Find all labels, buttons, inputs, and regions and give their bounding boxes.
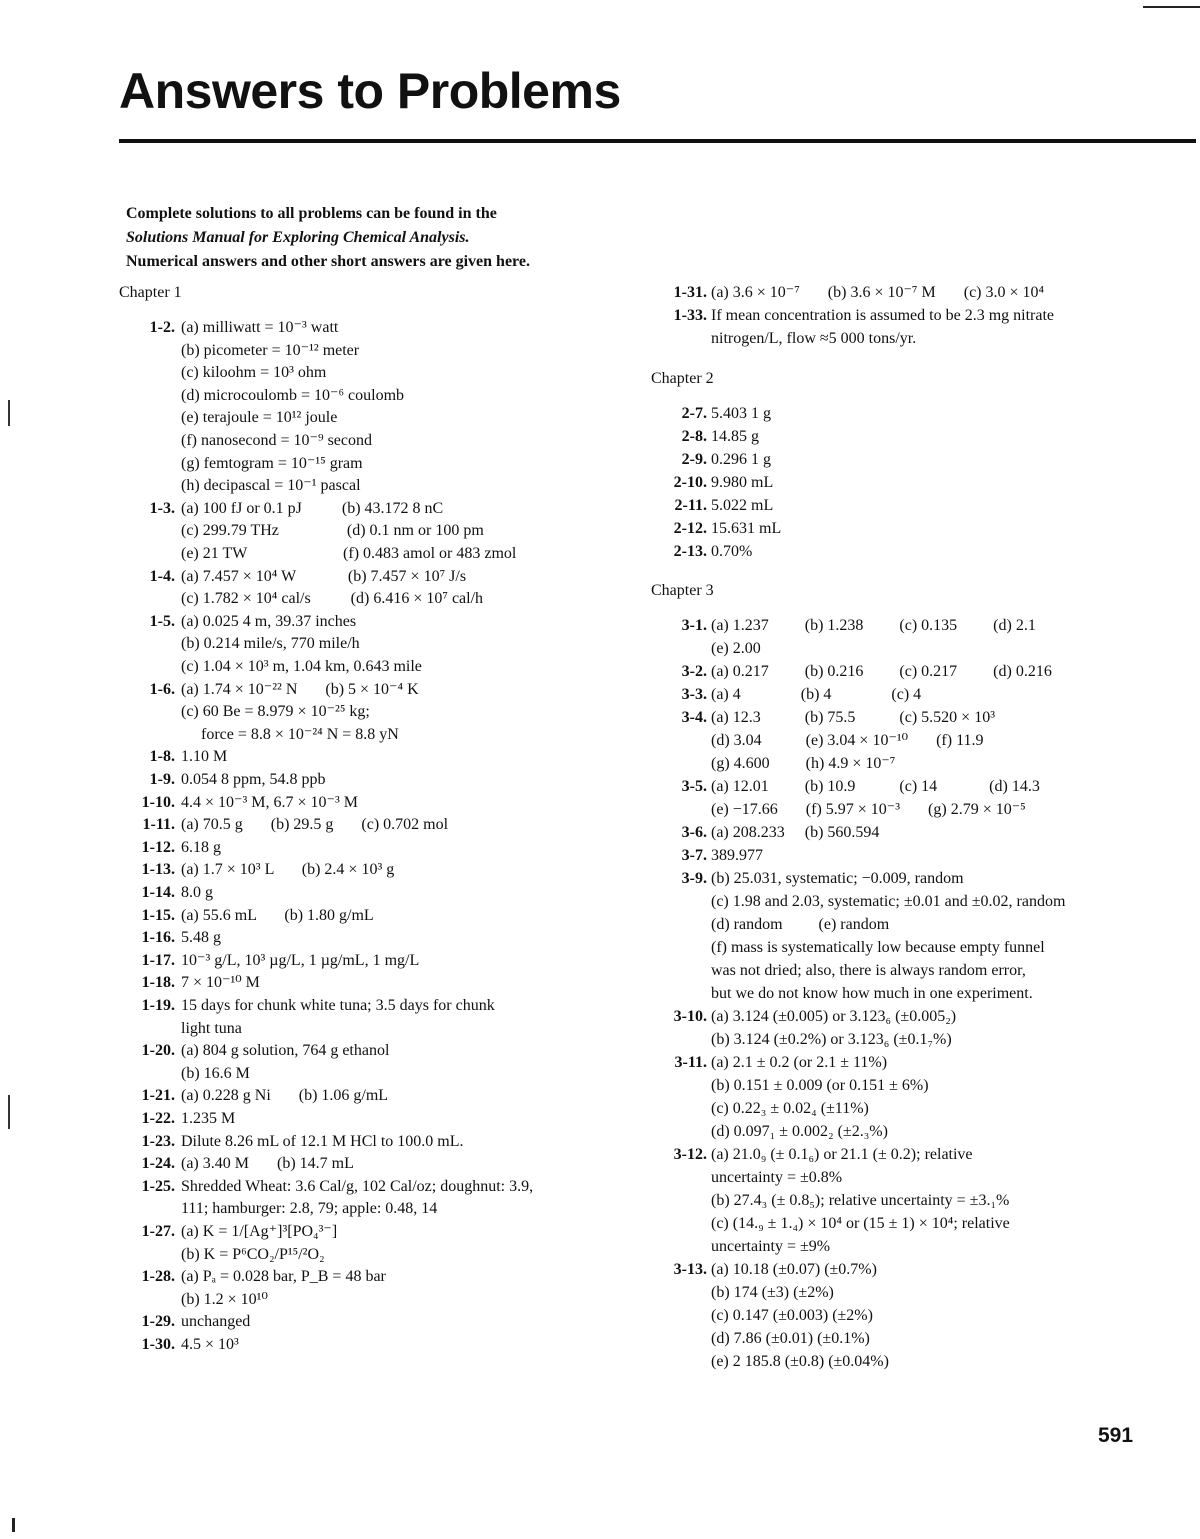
- problem-number: 1-31.: [673, 284, 707, 301]
- problem-number: 1-22.: [141, 1110, 175, 1127]
- answer-text: 5.403 1 g: [711, 405, 771, 422]
- problem-number: 1-33.: [673, 307, 707, 324]
- problem-number: 3-4.: [681, 709, 707, 726]
- answer-text: 10⁻³ g/L, 10³ µg/L, 1 µg/mL, 1 mg/L: [181, 951, 420, 969]
- answer-text: was not dried; also, there is always random error,: [711, 962, 1026, 979]
- answer-text: (a) 100 fJ or 0.1 pJ (b) 43.172 8 nC: [181, 499, 444, 517]
- problem-number: 3-3.: [681, 686, 707, 703]
- answer-text: (c) 60 Be = 8.979 × 10⁻²⁵ kg;: [181, 703, 370, 721]
- problem-number: 2-8.: [681, 428, 707, 445]
- answer-text: nitrogen/L, flow ≈5 000 tons/yr.: [711, 330, 917, 347]
- scan-margin-mark: [8, 1095, 10, 1129]
- problem-number: 3-12.: [673, 1146, 707, 1163]
- answer-text: 1.10 M: [181, 748, 228, 766]
- page-number: 591: [1098, 1424, 1134, 1447]
- answer-text: 4.5 × 10³: [181, 1336, 239, 1353]
- answer-text: 5.022 mL: [711, 497, 774, 514]
- problem-number: 1-23.: [141, 1132, 175, 1150]
- answer-text: (a) K = 1/[Ag⁺]³[PO₄³⁻]: [181, 1223, 338, 1240]
- chapter-1-heading: Chapter 1: [119, 284, 182, 301]
- answer-text: 6.18 g: [181, 838, 221, 856]
- answer-text: (a) 70.5 g (b) 29.5 g (c) 0.702 mol: [181, 816, 449, 834]
- intro-line: Numerical answers and other short answers are given here.: [126, 253, 530, 270]
- answer-text: (a) milliwatt = 10⁻³ watt: [181, 319, 339, 336]
- page-title: Answers to Problems: [119, 63, 621, 119]
- answer-text: (c) (14.₉ ± 1.₄) × 10⁴ or (15 ± 1) × 10⁴; relative: [711, 1215, 1010, 1232]
- answer-text: 4.4 × 10⁻³ M, 6.7 × 10⁻³ M: [181, 793, 358, 811]
- problem-number: 1-9.: [149, 771, 175, 788]
- answer-text: light tuna: [181, 1019, 242, 1037]
- problem-number: 1-28.: [141, 1268, 175, 1286]
- answer-text: (d) random (e) random: [711, 916, 890, 933]
- answer-text: (g) 4.600 (h) 4.9 × 10⁻⁷: [711, 755, 896, 772]
- problem-number: 1-18.: [141, 974, 175, 992]
- answer-text: (b) 0.151 ± 0.009 (or 0.151 ± 6%): [711, 1077, 929, 1094]
- answer-text: (c) 0.147 (±0.003) (±2%): [711, 1307, 873, 1324]
- answer-text: (e) 21 TW (f) 0.483 amol or 483 zmol: [181, 545, 517, 562]
- problem-number: 1-5.: [149, 612, 175, 630]
- chapter-3-heading: Chapter 3: [651, 582, 714, 599]
- problem-number: 3-11.: [674, 1054, 707, 1071]
- answer-text: (c) 1.98 and 2.03, systematic; ±0.01 and ±0.02, random: [711, 893, 1066, 910]
- answer-text: (c) 1.782 × 10⁴ cal/s (d) 6.416 × 10⁷ cal/h: [181, 590, 484, 608]
- problem-number: 3-2.: [681, 663, 707, 680]
- answer-text: (b) 0.214 mile/s, 770 mile/h: [181, 635, 360, 653]
- answer-text: but we do not know how much in one experiment.: [711, 985, 1033, 1002]
- answer-text: Dilute 8.26 mL of 12.1 M HCl to 100.0 mL.: [181, 1132, 464, 1150]
- problem-number: 1-2.: [149, 319, 175, 336]
- answer-text: (a) 4 (b) 4 (c) 4: [711, 686, 922, 703]
- answer-text: (f) mass is systematically low because empty funnel: [711, 939, 1045, 956]
- answer-text: 5.48 g: [181, 929, 221, 947]
- scan-margin-mark: [12, 1518, 15, 1532]
- answer-text: (f) nanosecond = 10⁻⁹ second: [181, 432, 372, 449]
- answer-text: 0.70%: [711, 543, 753, 560]
- problem-number: 2-12.: [673, 520, 707, 537]
- answer-text: (d) 0.097₁ ± 0.002₂ (±2.₃%): [711, 1123, 888, 1140]
- answer-text: (d) 3.04 (e) 3.04 × 10⁻¹⁰ (f) 11.9: [711, 732, 984, 749]
- answer-text: (c) kiloohm = 10³ ohm: [181, 364, 327, 382]
- answer-text: (a) 1.7 × 10³ L (b) 2.4 × 10³ g: [181, 861, 395, 879]
- answer-text: (e) terajoule = 10¹² joule: [181, 409, 338, 427]
- problem-number: 1-25.: [141, 1177, 175, 1195]
- answer-text: (a) 10.18 (±0.07) (±0.7%): [711, 1261, 877, 1278]
- answer-text: (a) 21.0₉ (± 0.1₆) or 21.1 (± 0.2); relative: [711, 1146, 973, 1163]
- top-corner-rule: [1143, 6, 1200, 8]
- intro-line: Complete solutions to all problems can be found in the: [126, 205, 497, 222]
- answer-text: (a) 804 g solution, 764 g ethanol: [181, 1042, 390, 1060]
- problem-number: 1-27.: [141, 1223, 175, 1240]
- answer-text: (a) 55.6 mL (b) 1.80 g/mL: [181, 906, 374, 924]
- intro-line: [126, 226, 646, 250]
- answer-text: If mean concentration is assumed to be 2.3 mg nitrate: [711, 307, 1055, 324]
- answer-text: (c) 299.79 THz (d) 0.1 nm or 100 pm: [181, 522, 484, 540]
- problem-number: 1-6.: [149, 680, 175, 698]
- title-rule: [119, 139, 1196, 143]
- problem-number: 3-1.: [681, 617, 707, 634]
- problem-number: 2-9.: [681, 451, 707, 468]
- problem-number: 1-15.: [141, 906, 175, 924]
- answer-text: unchanged: [181, 1313, 251, 1331]
- problem-number: 1-8.: [149, 748, 175, 766]
- answer-text: (e) 2.00: [711, 640, 761, 657]
- problem-number: 1-14.: [141, 884, 175, 901]
- answer-text: (a) 12.3 (b) 75.5 (c) 5.520 × 10³: [711, 709, 995, 726]
- answer-text: 8.0 g: [181, 884, 213, 901]
- answer-text: (d) 7.86 (±0.01) (±0.1%): [711, 1330, 870, 1347]
- problem-number: 1-16.: [141, 929, 175, 947]
- answer-text: (a) 3.40 M (b) 14.7 mL: [181, 1155, 354, 1173]
- problem-number: 1-21.: [141, 1087, 175, 1105]
- answer-text: 389.977: [711, 847, 763, 864]
- answer-text: (h) decipascal = 10⁻¹ pascal: [181, 477, 361, 495]
- problem-number: 2-13.: [673, 543, 707, 560]
- answer-text: (a) 0.228 g Ni (b) 1.06 g/mL: [181, 1087, 389, 1105]
- problem-number: 3-7.: [681, 847, 707, 864]
- answer-text: (a) 7.457 × 10⁴ W (b) 7.457 × 10⁷ J/s: [181, 567, 467, 585]
- answer-text: 111; hamburger: 2.8, 79; apple: 0.48, 14: [181, 1200, 438, 1218]
- answer-text: 0.054 8 ppm, 54.8 ppb: [181, 771, 326, 788]
- answer-text: (a) 3.6 × 10⁻⁷ (b) 3.6 × 10⁻⁷ M (c) 3.0 × 10⁴: [711, 284, 1045, 301]
- answer-text: (b) 27.4₃ (± 0.8₅); relative uncertainty = ±3.₁%: [711, 1192, 1010, 1209]
- answer-text: (a) 0.025 4 m, 39.37 inches: [181, 612, 357, 630]
- answer-text: (b) 1.2 × 10¹⁰: [181, 1290, 268, 1308]
- answer-text: (g) femtogram = 10⁻¹⁵ gram: [181, 454, 363, 472]
- problem-number: 1-17.: [141, 951, 175, 969]
- answer-text: (a) 2.1 ± 0.2 (or 2.1 ± 11%): [711, 1054, 888, 1071]
- problem-number: 1-29.: [141, 1313, 175, 1331]
- problem-number: 1-11.: [142, 816, 175, 834]
- problem-number: 3-5.: [681, 778, 707, 795]
- problem-number: 1-20.: [141, 1042, 175, 1060]
- problem-number: 3-9.: [681, 870, 707, 887]
- problem-number: 3-6.: [681, 824, 707, 841]
- answer-text: (b) 174 (±3) (±2%): [711, 1284, 834, 1301]
- problem-number: 1-19.: [141, 997, 175, 1014]
- answer-text: (c) 1.04 × 10³ m, 1.04 km, 0.643 mile: [181, 658, 422, 675]
- answer-text: (d) microcoulomb = 10⁻⁶ coulomb: [181, 386, 405, 404]
- answer-text: (b) 25.031, systematic; −0.009, random: [711, 870, 964, 887]
- answer-text: 15.631 mL: [711, 520, 782, 537]
- answer-text: (a) Pₐ = 0.028 bar, P_B = 48 bar: [181, 1268, 386, 1286]
- problem-number: 2-10.: [673, 474, 707, 491]
- answer-text: (e) −17.66 (f) 5.97 × 10⁻³ (g) 2.79 × 10⁻⁵: [711, 801, 1026, 818]
- problem-number: 3-10.: [673, 1008, 707, 1025]
- answer-text: (b) K = P⁶CO₂/P¹⁵/²O₂: [181, 1245, 325, 1263]
- problem-number: 1-30.: [141, 1336, 175, 1353]
- answer-text: 1.235 M: [181, 1110, 236, 1127]
- answer-text: (b) 3.124 (±0.2%) or 3.123₆ (±0.1₇%): [711, 1031, 952, 1048]
- problem-number: 3-13.: [673, 1261, 707, 1278]
- answer-text: 15 days for chunk white tuna; 3.5 days for chunk: [181, 997, 495, 1014]
- answer-text: 0.296 1 g: [711, 451, 771, 468]
- manual-title: Solutions Manual for Exploring Chemical Analysis.: [126, 229, 470, 246]
- answer-text: (a) 1.74 × 10⁻²² N (b) 5 × 10⁻⁴ K: [181, 680, 419, 698]
- answer-text: uncertainty = ±0.8%: [711, 1169, 843, 1186]
- intro-note: [126, 202, 646, 274]
- problem-number: 1-4.: [149, 567, 175, 585]
- answer-text: (a) 0.217 (b) 0.216 (c) 0.217 (d) 0.216: [711, 663, 1052, 680]
- answer-text: (a) 1.237 (b) 1.238 (c) 0.135 (d) 2.1: [711, 617, 1036, 634]
- answer-text: uncertainty = ±9%: [711, 1238, 831, 1255]
- answer-text: 9.980 mL: [711, 474, 774, 491]
- answer-text: (a) 3.124 (±0.005) or 3.123₆ (±0.005₂): [711, 1008, 957, 1025]
- problem-number: 1-13.: [141, 861, 175, 879]
- problem-number: 1-12.: [141, 838, 175, 856]
- problem-number: 1-10.: [141, 793, 175, 811]
- answer-text: 14.85 g: [711, 428, 759, 445]
- problem-number: 2-11.: [674, 497, 707, 514]
- chapter-2-heading: Chapter 2: [651, 370, 714, 387]
- scan-margin-mark: [8, 400, 10, 426]
- problem-number: 1-24.: [141, 1155, 175, 1173]
- answer-text: Shredded Wheat: 3.6 Cal/g, 102 Cal/oz; doughnut: 3.9,: [181, 1177, 534, 1195]
- answer-text: (b) picometer = 10⁻¹² meter: [181, 341, 360, 359]
- answer-text: 7 × 10⁻¹⁰ M: [181, 974, 260, 992]
- problem-number: 2-7.: [681, 405, 707, 422]
- answer-text: (c) 0.22₃ ± 0.02₄ (±11%): [711, 1100, 869, 1117]
- answer-text: (e) 2 185.8 (±0.8) (±0.04%): [711, 1353, 889, 1370]
- problem-number: 1-3.: [149, 499, 175, 517]
- answer-text: force = 8.8 × 10⁻²⁴ N = 8.8 yN: [181, 725, 399, 743]
- answer-text: (a) 208.233 (b) 560.594: [711, 824, 880, 841]
- answer-text: (b) 16.6 M: [181, 1064, 250, 1082]
- answer-text: (a) 12.01 (b) 10.9 (c) 14 (d) 14.3: [711, 778, 1040, 795]
